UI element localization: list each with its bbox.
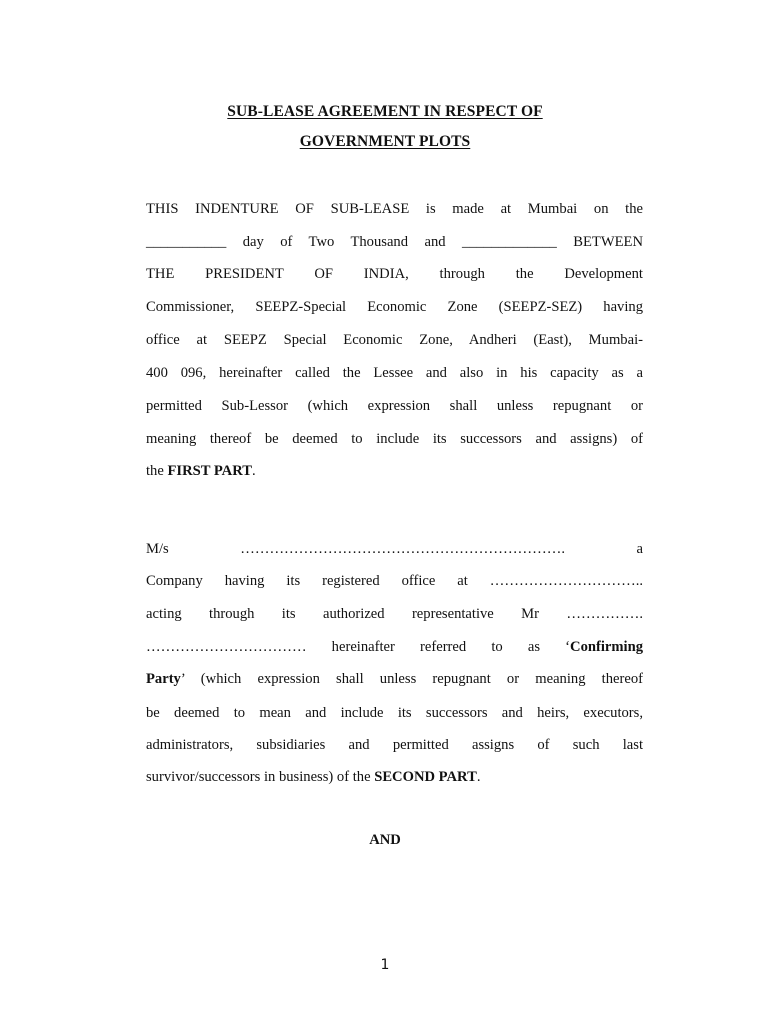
paragraph-line: administrators, subsidiaries and permitted assigns of such last <box>146 737 643 753</box>
document-title-line-2: GOVERNMENT PLOTS <box>299 133 471 150</box>
and-heading: AND <box>369 832 401 848</box>
paragraph-line: acting through its authorized representative Mr ……………. <box>146 606 643 622</box>
second-party-label: SECOND PART <box>374 769 477 785</box>
paragraph-line: Commissioner, SEEPZ-Special Economic Zone (SEEPZ-SEZ) having <box>146 299 643 315</box>
text-span: . <box>251 463 256 479</box>
party-label: Party <box>146 671 181 687</box>
paragraph-line: meaning thereof be deemed to include its successors and assigns) of <box>146 431 643 447</box>
paragraph-line: permitted Sub-Lessor (which expression shall unless repugnant or <box>146 398 643 414</box>
paragraph-line: be deemed to mean and include its successors and heirs, executors, <box>146 705 643 721</box>
paragraph-line: 400 096, hereinafter called the Lessee and also in his capacity as a <box>146 365 643 381</box>
paragraph-line: THIS INDENTURE OF SUB-LEASE is made at Mumbai on the <box>146 201 643 217</box>
text-span: survivor/successors in business) of the <box>146 769 375 785</box>
text-span: …………………………… hereinafter referred to as ‘ <box>146 639 571 655</box>
text-span: the <box>146 463 168 479</box>
paragraph-line: office at SEEPZ Special Economic Zone, Andheri (East), Mumbai- <box>146 332 643 348</box>
paragraph-line: THE PRESIDENT OF INDIA, through the Development <box>146 266 643 282</box>
text-span: . <box>476 769 481 785</box>
paragraph-line <box>146 670 643 688</box>
paragraph-line: ___________ day of Two Thousand and _____________ BETWEEN <box>146 234 643 250</box>
paragraph-line <box>146 462 643 480</box>
confirming-label: Confirming <box>570 639 643 655</box>
paragraph-line: M/s …………………………………………………………. a <box>146 541 643 557</box>
document-title-line-1: SUB-LEASE AGREEMENT IN RESPECT OF <box>227 103 543 120</box>
page-number: 1 <box>380 957 390 973</box>
paragraph-line <box>146 768 643 786</box>
paragraph-line: Company having its registered office at ………………………….. <box>146 573 643 589</box>
first-party-label: FIRST PART <box>167 463 252 479</box>
paragraph-line <box>146 638 643 656</box>
text-span: ’ (which expression shall unless repugnant or meaning thereof <box>180 671 643 687</box>
